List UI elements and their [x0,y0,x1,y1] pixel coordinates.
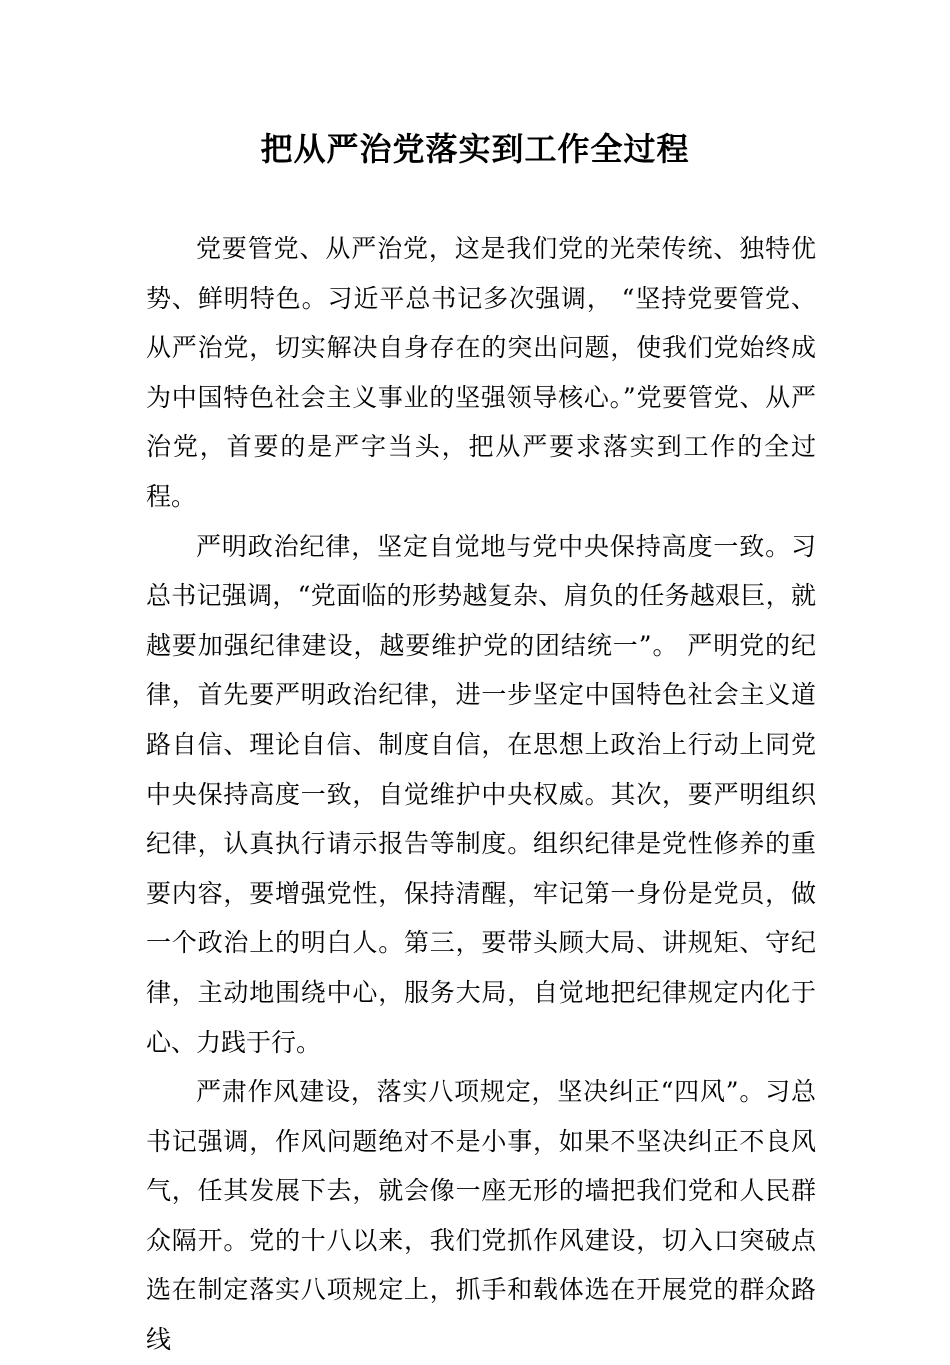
paragraph-2: 严明政治纪律，坚定自觉地与党中央保持高度一致。习总书记强调，“党面临的形势越复杂、肩负的任务越艰巨，就越要加强纪律建设，越要维护党的团结统一”。 严明党的纪律，首先要严明政治纪律，进一步坚定中国特色社会主义道路自信、理论自信、制度自信，在思想上政治上行动上同党中央保持高度一致，自觉维护中央权威。其次，要严明组织纪律，认真执行请示报告等制度。组织纪律是党性修养的重要内容，要增强党性，保持清醒，牢记第一身份是党员，做一个政治上的明白人。第三，要带头顾大局、讲规矩、守纪律，主动地围绕中心，服务大局，自觉地把纪律规定内化于心、力践于行。 [146,531,816,1057]
document-title: 把从严治党落实到工作全过程 [260,130,690,168]
document-body [146,224,816,1365]
paragraph-3: 严肃作风建设，落实八项规定，坚决纠正“四风”。习总书记强调，作风问题绝对不是小事，如果不坚决纠正不良风气，任其发展下去，就会像一座无形的墙把我们党和人民群众隔开。党的十八以来，我们党抓作风建设，切入口突破点选在制定落实八项规定上，抓手和载体选在开展党的群众路线 [146,1077,816,1355]
paragraph-1: 党要管党、从严治党，这是我们党的光荣传统、独特优势、鲜明特色。习近平总书记多次强调， “坚持党要管党、从严治党，切实解决自身存在的突出问题，使我们党始终成为中国特色社会主义事业的坚强领导核心。”党要管党、从严治党，首要的是严字当头，把从严要求落实到工作的全过程。 [146,234,816,511]
